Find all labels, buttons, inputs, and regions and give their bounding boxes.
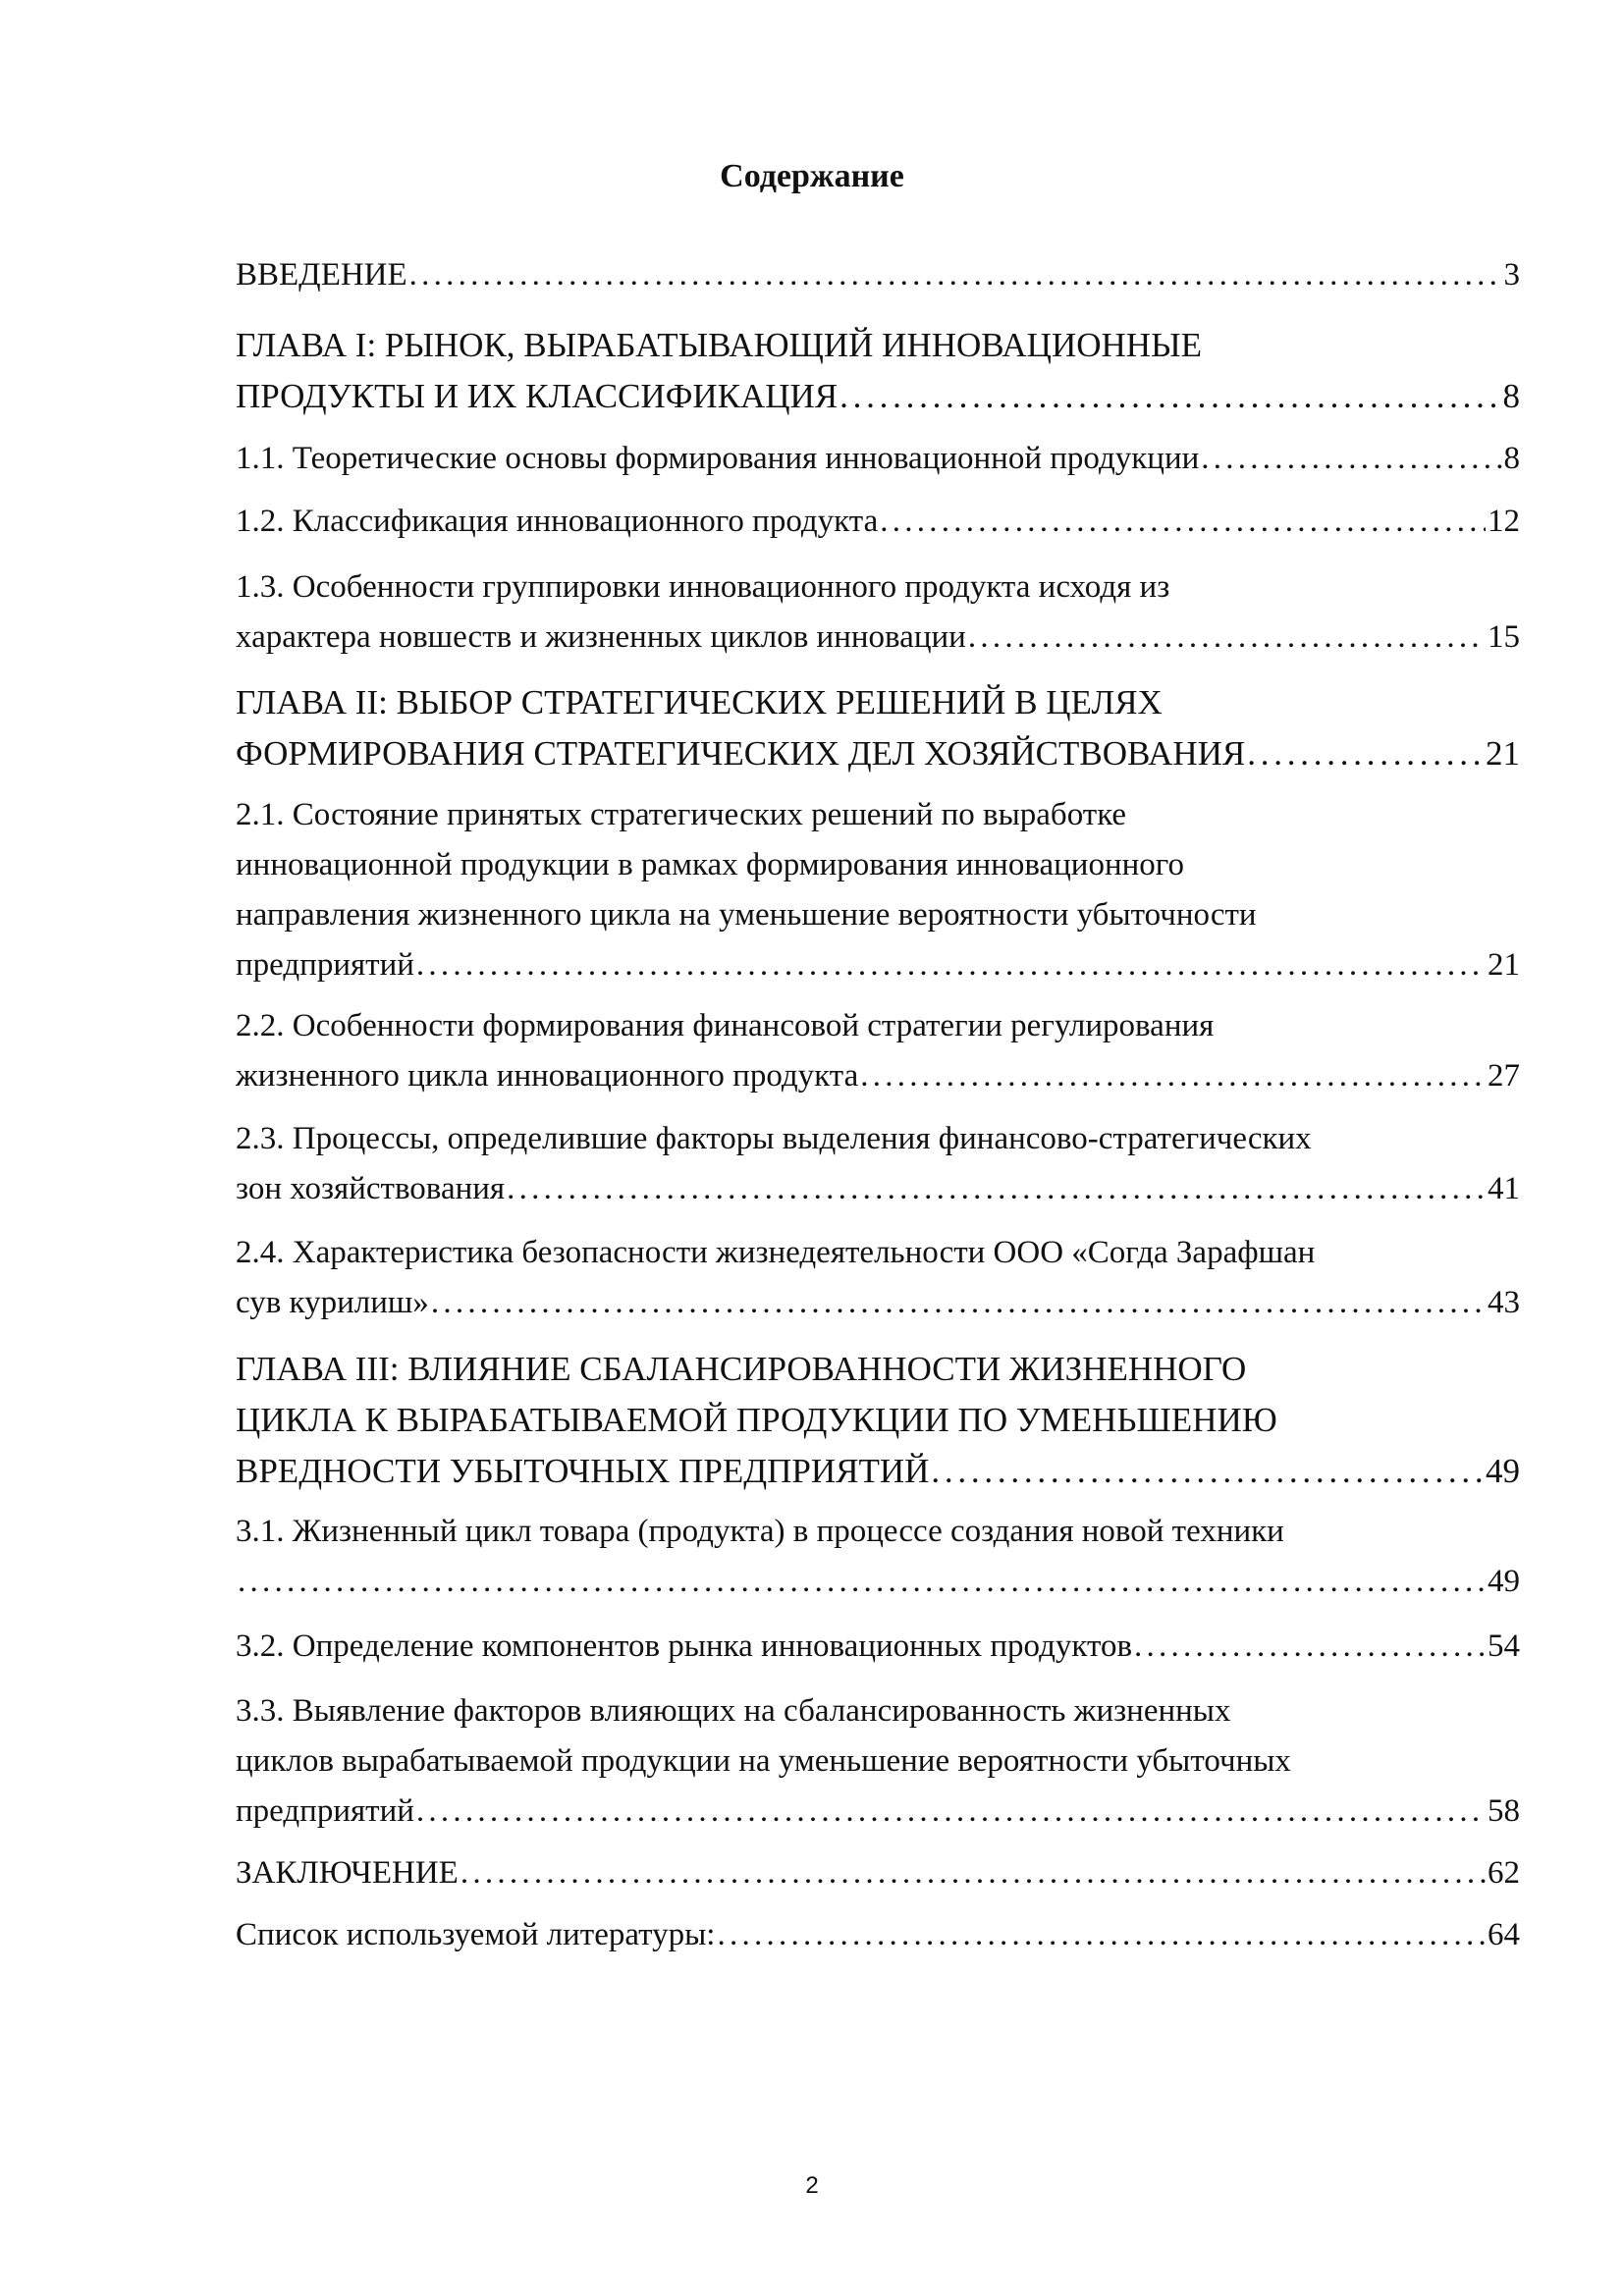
toc-entry-line: 2.1. Состояние принятых стратегических решений по выработке: [236, 797, 1127, 832]
toc-entry-line: инновационной продукции в рамках формирования инновационного: [236, 847, 1184, 882]
toc-entry-line: ГЛАВА I: РЫНОК, ВЫРАБАТЫВАЮЩИЙ ИННОВАЦИОННЫЕ: [236, 326, 1202, 364]
toc-entry-references[interactable]: [236, 1910, 1520, 1960]
dot-leader: [966, 613, 1486, 663]
toc-entry-line: 2.4. Характеристика безопасности жизнедеятельности ООО «Согда Зарафшан: [236, 1235, 1316, 1270]
dot-leader: [838, 371, 1500, 422]
toc-entry-2-4[interactable]: [236, 1228, 1520, 1328]
toc-entry-1-2[interactable]: [236, 497, 1520, 547]
toc-entry-title: ЗАКЛЮЧЕНИЕ: [236, 1855, 459, 1891]
dot-leader: [878, 497, 1486, 547]
toc-entry-title: ВВЕДЕНИЕ: [236, 257, 407, 293]
toc-entry-1-1[interactable]: [236, 434, 1520, 484]
toc-page-number: 15: [1488, 619, 1520, 655]
dot-leader: [459, 1848, 1486, 1898]
toc-entry-3-1[interactable]: [236, 1507, 1520, 1607]
toc-entry-chapter-1[interactable]: [236, 320, 1520, 422]
toc-heading: Содержание: [720, 158, 904, 194]
toc-entry-line: 2.3. Процессы, определившие факторы выделения финансово-стратегических: [236, 1121, 1312, 1156]
toc-entry-title: Список используемой литературы:: [236, 1917, 716, 1952]
dot-leader: [715, 1910, 1486, 1960]
toc-page-number: 62: [1488, 1855, 1520, 1891]
toc-page-number: 49: [1488, 1564, 1520, 1599]
toc-page-number: 64: [1488, 1917, 1520, 1952]
dot-leader: [1132, 1622, 1486, 1672]
toc-entry-title: сув курилиш»: [236, 1285, 429, 1320]
toc-page-number: 27: [1488, 1058, 1520, 1094]
toc-entry-line: ЦИКЛА К ВЫРАБАТЫВАЕМОЙ ПРОДУКЦИИ ПО УМЕНЬШЕНИЮ: [236, 1401, 1277, 1439]
toc-entry-title: предприятий: [236, 947, 414, 983]
toc-entry-title: характера новшеств и жизненных циклов инновации: [236, 619, 966, 655]
toc-page-number: 8: [1503, 441, 1520, 476]
dot-leader: [429, 1278, 1486, 1328]
toc-entry-line: направления жизненного цикла на уменьшение вероятности убыточности: [236, 897, 1257, 933]
toc-entry-title: ФОРМИРОВАНИЯ СТРАТЕГИЧЕСКИХ ДЕЛ ХОЗЯЙСТВОВАНИЯ: [236, 734, 1246, 773]
dot-leader: [1245, 728, 1484, 779]
toc-entry-3-2[interactable]: [236, 1622, 1520, 1672]
toc-page-number: 43: [1488, 1285, 1520, 1320]
toc-entry-chapter-3[interactable]: [236, 1344, 1520, 1497]
toc-page-number: 58: [1488, 1793, 1520, 1829]
dot-leader: [858, 1051, 1486, 1101]
toc-entry-1-3[interactable]: [236, 562, 1520, 663]
toc-entry-introduction[interactable]: [236, 250, 1520, 300]
toc-entry-title: жизненного цикла инновационного продукта: [236, 1058, 859, 1094]
dot-leader: [414, 940, 1486, 990]
toc-entry-title: предприятий: [236, 1793, 414, 1829]
toc-entry-3-3[interactable]: [236, 1686, 1520, 1837]
toc-entry-title: 3.2. Определение компонентов рынка инновационных продуктов: [236, 1629, 1133, 1664]
toc-page-number: 54: [1488, 1629, 1520, 1664]
toc-page-number: 12: [1488, 504, 1520, 539]
toc-entry-chapter-2[interactable]: [236, 677, 1520, 779]
toc-page-number: 21: [1486, 734, 1520, 773]
dot-leader: [414, 1787, 1486, 1837]
toc-entry-line: ГЛАВА III: ВЛИЯНИЕ СБАЛАНСИРОВАННОСТИ ЖИЗНЕННОГО: [236, 1350, 1247, 1388]
toc-entry-title: 1.1. Теоретические основы формирования инновационной продукции: [236, 441, 1200, 476]
toc-entry-conclusion[interactable]: [236, 1848, 1520, 1898]
dot-leader: [1199, 434, 1501, 484]
dot-leader: [929, 1446, 1484, 1497]
dot-leader: [407, 250, 1502, 300]
toc-entry-title: ВРЕДНОСТИ УБЫТОЧНЫХ ПРЕДПРИЯТИЙ: [236, 1452, 930, 1490]
toc-entry-line: 3.1. Жизненный цикл товара (продукта) в процессе создания новой техники: [236, 1514, 1284, 1549]
toc-page-number: 8: [1502, 377, 1520, 415]
dot-leader: [236, 1557, 1486, 1607]
page-number: 2: [805, 2172, 819, 2199]
toc-entry-2-3[interactable]: [236, 1114, 1520, 1214]
toc-entry-line: 2.2. Особенности формирования финансовой стратегии регулирования: [236, 1008, 1215, 1043]
toc-entry-line: циклов вырабатываемой продукции на уменьшение вероятности убыточных: [236, 1743, 1291, 1779]
toc-entry-title: 1.2. Классификация инновационного продукта: [236, 504, 879, 539]
toc-page-number: 49: [1486, 1452, 1520, 1490]
toc-entry-line: ГЛАВА II: ВЫБОР СТРАТЕГИЧЕСКИХ РЕШЕНИЙ В ЦЕЛЯХ: [236, 683, 1163, 721]
toc-entry-title: зон хозяйствования: [236, 1171, 506, 1206]
toc-page-number: 3: [1503, 257, 1520, 293]
dot-leader: [505, 1164, 1486, 1214]
toc-entry-2-2[interactable]: [236, 1001, 1520, 1101]
toc-entry-2-1[interactable]: [236, 790, 1520, 990]
toc-entry-line: 1.3. Особенности группировки инновационного продукта исходя из: [236, 569, 1170, 605]
toc-page-number: 21: [1488, 947, 1520, 983]
toc-entry-line: 3.3. Выявление факторов влияющих на сбалансированность жизненных: [236, 1693, 1231, 1729]
toc-entry-title: ПРОДУКТЫ И ИХ КЛАССИФИКАЦИЯ: [236, 377, 839, 415]
toc-page-number: 41: [1488, 1171, 1520, 1206]
